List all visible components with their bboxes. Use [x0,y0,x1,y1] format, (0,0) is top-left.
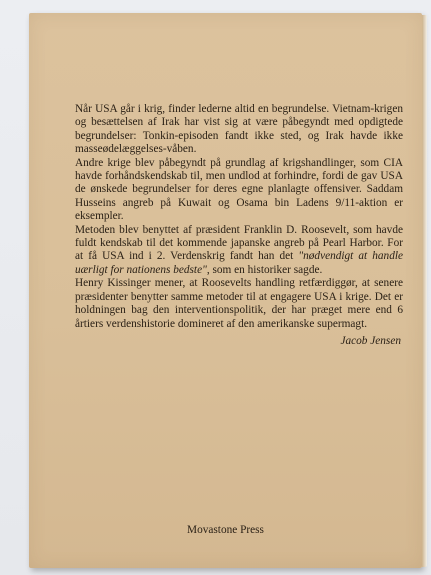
paragraph-4: Henry Kissinger mener, at Roosevelts handling retfærdiggør, at senere præsidenter benytter samme metoder til at engagere USA i krige. Det er holdningen bag den interventionspolitik, der har præget mere end 6 årtiers verdenshistorie domineret af den amerikanske supermagt. [75,277,403,330]
paragraph-2: Andre krige blev påbegyndt på grundlag af krigshandlinger, som CIA havde forhåndskendskab til, men undlod at forhindre, fordi de gav USA de ønskede begrundelser for deres egne planlagte offensiver. Saddam Husseins angreb på Kuwait og Osama bin Ladens 9/11-aktion er eksempler. [75,156,403,223]
book-back-cover [29,13,422,568]
paragraph-1: Når USA går i krig, finder lederne altid en begrundelse. Vietnam-krigen og besættelsen af Irak har vist sig at være påbegyndt med opdigtede begrundelser: Tonkin-episoden fandt ikke sted, og Irak havde ikke masseødelæggelses-våben. [75,103,403,156]
paragraph-3-text-after: , som en historiker sagde. [206,263,323,276]
paragraph-3-text-before: Metoden blev benyttet af præsident Franklin D. Roosevelt, som havde fuldt kendskab til det kommende japanske angreb på Pearl Harbor. For at få USA ind i 2. Verdenskrig fandt han det [75,223,403,263]
historian-quote: "nødvendigt at handle uærligt for nationens bedste" [75,250,403,276]
paragraph-3 [75,224,403,278]
author-signature: Jacob Jensen [340,334,401,347]
blurb-text [75,103,403,348]
publisher-name: Movastone Press [187,524,264,536]
